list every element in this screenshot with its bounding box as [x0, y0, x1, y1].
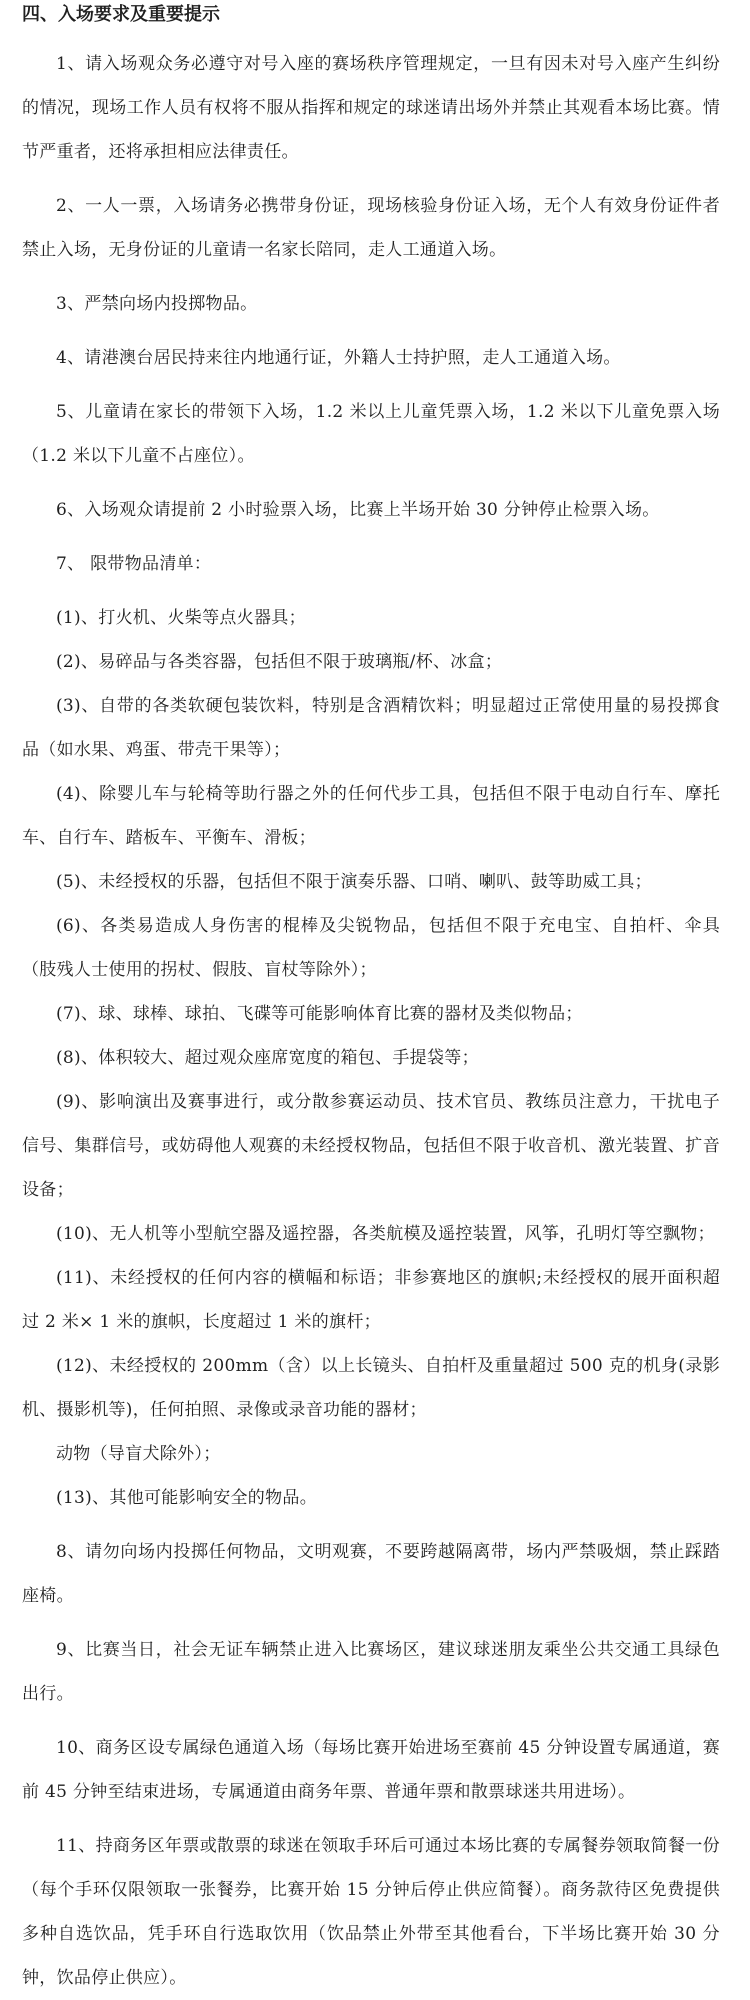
restricted-item-5: (5)、未经授权的乐器，包括但不限于演奏乐器、口哨、喇叭、鼓等助威工具； [56, 872, 652, 892]
restricted-item-animals: 动物（导盲犬除外）； [56, 1444, 221, 1464]
restricted-item-13: (13)、其他可能影响安全的物品。 [56, 1488, 317, 1508]
rule-7: 7、 限带物品清单： [56, 554, 212, 574]
restricted-item-7: (7)、球、球棒、球拍、飞碟等可能影响体育比赛的器材及类似物品； [56, 1004, 583, 1024]
restricted-item-8: (8)、体积较大、超过观众座席宽度的箱包、手提袋等； [56, 1048, 479, 1068]
restricted-item-11: (11)、未经授权的任何内容的横幅和标语；非参赛地区的旗帜;未经授权的展开面积超过 2 米× 1 米的旗帜，长度超过 1 米的旗杆； [22, 1268, 720, 1332]
rule-8: 8、请勿向场内投掷任何物品，文明观赛，不要跨越隔离带，场内严禁吸烟，禁止踩踏座椅。 [22, 1542, 720, 1606]
restricted-item-9: (9)、影响演出及赛事进行，或分散参赛运动员、技术官员、教练员注意力，干扰电子信号、集群信号，或妨碍他人观赛的未经授权物品，包括但不限于收音机、激光装置、扩音设备； [22, 1092, 720, 1200]
restricted-item-1: (1)、打火机、火柴等点火器具； [56, 608, 306, 628]
rule-1: 1、请入场观众务必遵守对号入座的赛场秩序管理规定，一旦有因未对号入座产生纠纷的情况，现场工作人员有权将不服从指挥和规定的球迷请出场外并禁止其观看本场比赛。情节严重者，还将承担相应法律责任。 [22, 54, 720, 162]
rule-3: 3、严禁向场内投掷物品。 [56, 294, 258, 314]
section-heading: 四、入场要求及重要提示 [22, 4, 220, 25]
restricted-item-10: (10)、无人机等小型航空器及遥控器，各类航模及遥控装置，风筝，孔明灯等空飘物； [56, 1224, 715, 1244]
rule-10: 10、商务区设专属绿色通道入场（每场比赛开始进场至赛前 45 分钟设置专属通道，赛前 45 分钟至结束进场，专属通道由商务年票、普通年票和散票球迷共用进场）。 [22, 1738, 720, 1802]
restricted-item-2: (2)、易碎品与各类容器，包括但不限于玻璃瓶/杯、冰盒； [56, 652, 503, 672]
rule-9: 9、比赛当日，社会无证车辆禁止进入比赛场区，建议球迷朋友乘坐公共交通工具绿色出行。 [22, 1640, 720, 1704]
restricted-item-4: (4)、除婴儿车与轮椅等助行器之外的任何代步工具，包括但不限于电动自行车、摩托车、自行车、踏板车、平衡车、滑板； [22, 784, 720, 848]
rule-11: 11、持商务区年票或散票的球迷在领取手环后可通过本场比赛的专属餐券领取简餐一份（每个手环仅限领取一张餐券，比赛开始 15 分钟后停止供应简餐）。商务款待区免费提供多种自选饮品，凭手环自行选取饮用（饮品禁止外带至其他看台，下半场比赛开始 30 分钟，饮品停止供应）。 [22, 1836, 720, 1988]
rule-5: 5、儿童请在家长的带领下入场，1.2 米以上儿童凭票入场，1.2 米以下儿童免票入场（1.2 米以下儿童不占座位）。 [22, 402, 720, 466]
restricted-item-12: (12)、未经授权的 200mm（含）以上长镜头、自拍杆及重量超过 500 克的机身(录影机、摄影机等)，任何拍照、录像或录音功能的器材； [22, 1356, 720, 1420]
rule-2: 2、一人一票，入场请务必携带身份证，现场核验身份证入场，无个人有效身份证件者禁止入场，无身份证的儿童请一名家长陪同，走人工通道入场。 [22, 196, 720, 260]
rule-4: 4、请港澳台居民持来往内地通行证，外籍人士持护照，走人工通道入场。 [56, 348, 621, 368]
restricted-item-6: (6)、各类易造成人身伤害的棍棒及尖锐物品，包括但不限于充电宝、自拍杆、伞具（肢残人士使用的拐杖、假肢、盲杖等除外）； [22, 916, 720, 980]
restricted-item-3: (3)、自带的各类软硬包装饮料，特别是含酒精饮料；明显超过正常使用量的易投掷食品（如水果、鸡蛋、带壳干果等）； [22, 696, 720, 760]
rule-6: 6、入场观众请提前 2 小时验票入场，比赛上半场开始 30 分钟停止检票入场。 [56, 500, 660, 520]
